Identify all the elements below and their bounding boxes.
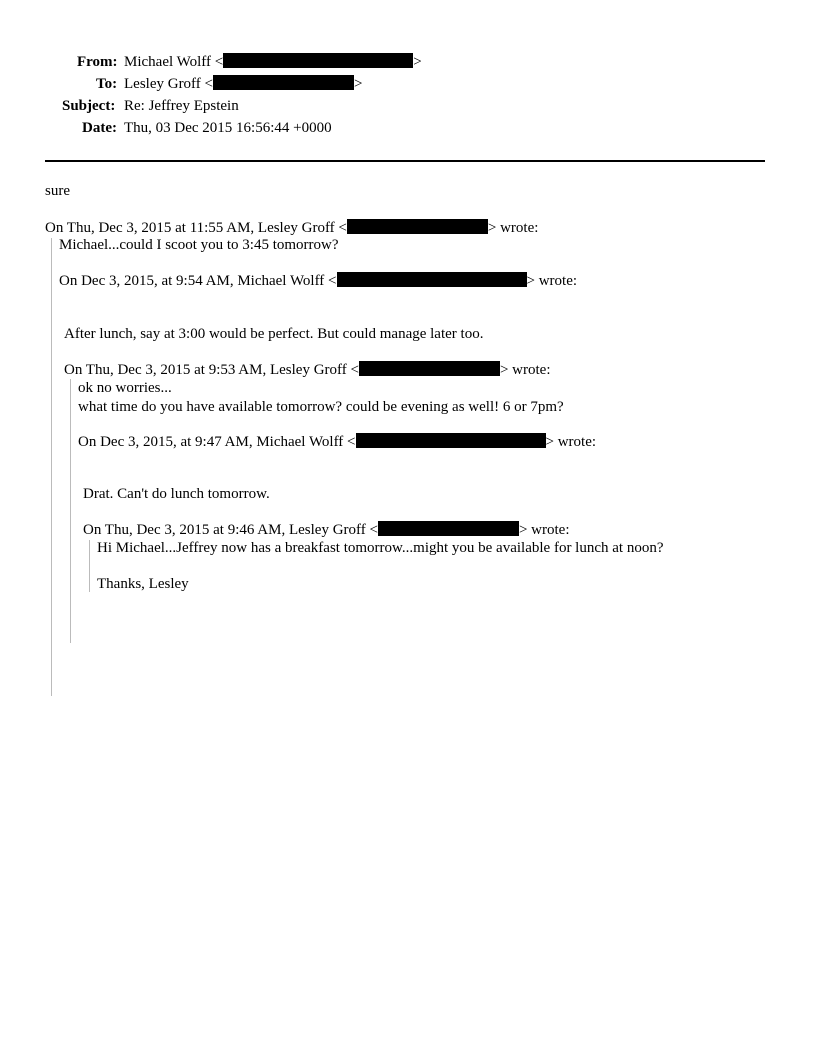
subject-label: Subject:: [62, 98, 116, 114]
quote4-attribution-end: > wrote:: [545, 434, 597, 450]
quote2-attribution: [59, 272, 577, 290]
from-label: From:: [77, 54, 118, 70]
quote1-text: Michael...could I scoot you to 3:45 tomorrow?: [59, 237, 339, 253]
quote4-text: Drat. Can't do lunch tomorrow.: [83, 486, 270, 502]
redacted-email: [356, 433, 546, 448]
to-name: Lesley Groff: [124, 76, 201, 92]
quote3-text-1: ok no worries...: [78, 380, 172, 396]
quote5-attribution-start: On Thu, Dec 3, 2015 at 9:46 AM, Lesley Groff <: [83, 522, 378, 538]
to-label: To:: [96, 76, 118, 92]
quote2-attribution-end: > wrote:: [526, 273, 578, 289]
quote3-attribution-end: > wrote:: [499, 362, 551, 378]
date-value: Thu, 03 Dec 2015 16:56:44 +0000: [124, 120, 332, 136]
redacted-email: [359, 361, 500, 376]
subject-value: Re: Jeffrey Epstein: [124, 98, 239, 114]
quote2-text: After lunch, say at 3:00 would be perfect. But could manage later too.: [64, 326, 484, 342]
quote4-attribution: [78, 433, 596, 451]
header-divider: [45, 160, 765, 162]
quote1-bar: [51, 238, 52, 696]
quote3-text-2: what time do you have available tomorrow? could be evening as well! 6 or 7pm?: [78, 399, 564, 415]
quote2-attribution-start: On Dec 3, 2015, at 9:54 AM, Michael Wolff <: [59, 273, 337, 289]
quote5-attribution-end: > wrote:: [518, 522, 570, 538]
quote1-attribution: [45, 219, 538, 237]
quote1-attribution-start: On Thu, Dec 3, 2015 at 11:55 AM, Lesley Groff <: [45, 220, 347, 236]
quote3-attribution-start: On Thu, Dec 3, 2015 at 9:53 AM, Lesley Groff <: [64, 362, 359, 378]
quote3-attribution: [64, 361, 550, 379]
redacted-email: [337, 272, 527, 287]
reply-text: sure: [45, 183, 70, 199]
from-value: Michael Wolff < >: [124, 54, 422, 70]
quote5-text-2: Thanks, Lesley: [97, 576, 189, 592]
redacted-email: [213, 75, 354, 90]
quote4-attribution-start: On Dec 3, 2015, at 9:47 AM, Michael Wolff <: [78, 434, 356, 450]
date-label: Date:: [82, 120, 117, 136]
quote5-attribution: [83, 521, 569, 539]
to-value: Lesley Groff < >: [124, 76, 363, 92]
quote1-attribution-end: > wrote:: [487, 220, 539, 236]
redacted-email: [378, 521, 519, 536]
redacted-email: [223, 53, 413, 68]
from-name: Michael Wolff: [124, 54, 211, 70]
quote5-bar: [89, 540, 90, 592]
quote5-text-1: Hi Michael...Jeffrey now has a breakfast tomorrow...might you be available for lunch at noon?: [97, 540, 664, 556]
quote3-bar: [70, 379, 71, 643]
redacted-email: [347, 219, 488, 234]
